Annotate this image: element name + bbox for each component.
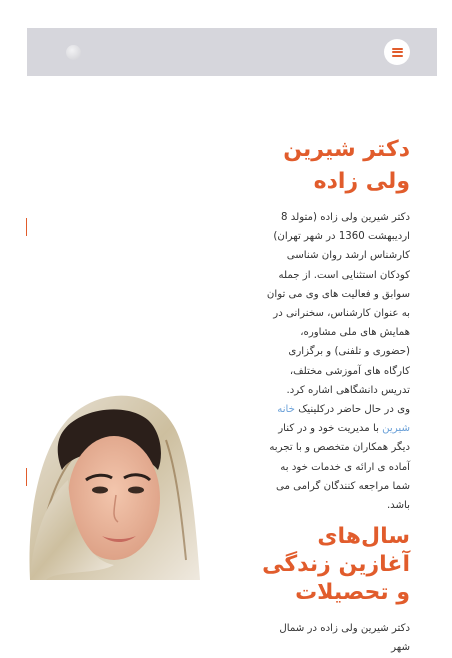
portrait-photo [26,360,200,580]
clinic-prefix-text: وی در حال حاضر درکلینیک [298,404,410,416]
circle-avatar-icon[interactable] [66,45,81,60]
clinic-paragraph [260,400,410,515]
hamburger-menu-button[interactable] [384,39,410,65]
clinic-link[interactable]: خانه شیرین [277,404,410,435]
page-title: دکتر شیرین ولی زاده [283,137,410,194]
clinic-suffix-text: با مدیریت خود و در کنار دیگر همکاران متخصص و با تجربه آماده ی ارائه ی خدمات خود به شما مراجعه کنندگان گرامی می باشد. [269,423,410,512]
top-header-bar [27,28,437,76]
article-content [260,134,410,658]
section-heading: سال‌های آغازین زندگی و تحصیلات [262,524,410,606]
hamburger-menu-icon [392,48,403,57]
bio-paragraph: دکتر شیرین ولی زاده (متولد 8 اردیبهشت 1360 در شهر تهران) کارشناس ارشد روان شناسی کودکان استثنایی است. از جمله سوابق و فعالیت های وی می توان به عنوان کارشناس، سخنرانی در همایش های ملی مشاوره، (حضوری و تلفنی) و برگزاری کارگاه های آموزشی مختلف، تدریس دانشگاهی اشاره کرد. [266,212,410,396]
section-paragraph: دکتر شیرین ولی زاده در شمال شهر [279,623,410,654]
